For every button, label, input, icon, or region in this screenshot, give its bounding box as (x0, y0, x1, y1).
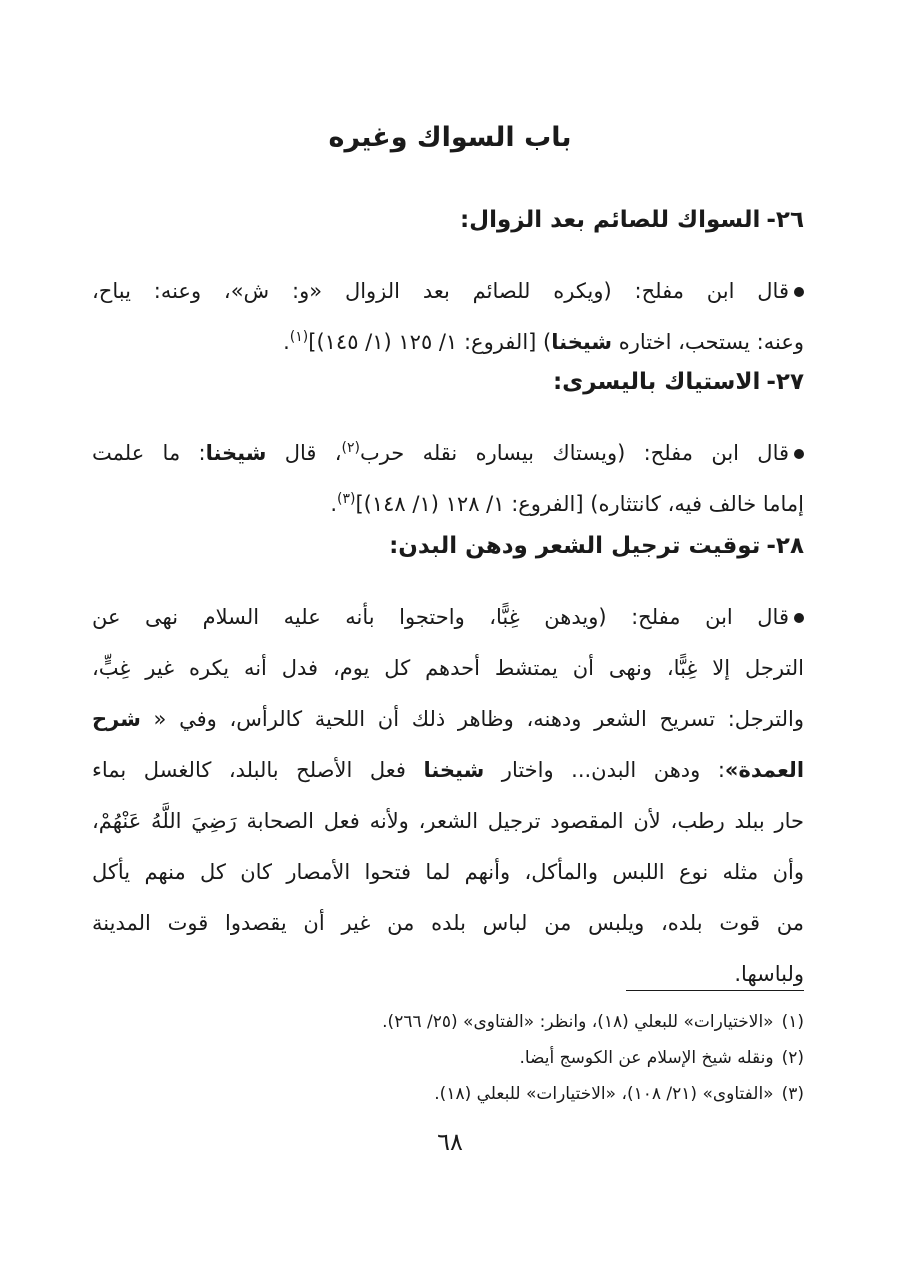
section-heading (92, 526, 804, 566)
footnote-divider (626, 990, 804, 991)
section-heading-text: السواك للصائم بعد الزوال: (459, 207, 761, 233)
footnote-item (92, 1076, 804, 1112)
paragraph-line: الترجل إلا غِبًّا، ونهى أن يمتشط أحدهم كل يوم، فدل أنه يكره غير غِبٍّ، (92, 656, 804, 680)
bullet-icon (794, 287, 804, 297)
paragraph-line: ولباسها. (734, 962, 804, 986)
paragraph-line: حار ببلد رطب، لأن المقصود ترجيل الشعر، ولأنه فعل الصحابة رَضِيَ اللَّهُ عَنْهُمْ، (92, 809, 804, 833)
footnote-number: (٣) (781, 1084, 804, 1104)
shaykh-emphasis: شيخنا (551, 330, 613, 354)
footnote-number: (١) (781, 1012, 804, 1032)
section-heading-text: توقيت ترجيل الشعر ودهن البدن: (389, 533, 761, 559)
footnote-text: «الاختيارات» للبعلي (١٨)، وانظر: «الفتاوى» (٢٥/ ٢٦٦). (382, 1012, 774, 1032)
paragraph-line: من قوت بلده، ويلبس من لباس بلده من غير أن يقصدوا قوت المدينة (92, 911, 804, 935)
section-26 (92, 200, 804, 368)
footnote-number: (٢) (781, 1048, 804, 1068)
section-27 (92, 362, 804, 530)
section-number: ٢٦- (766, 207, 804, 233)
footnote-ref: (٣) (337, 491, 356, 507)
bullet-icon (794, 449, 804, 459)
section-paragraph (92, 592, 804, 1000)
paragraph-line: وعنه: يستحب، اختاره شيخنا) [الفروع: ١/ ١٢٥ (١/ ١٤٥)]$^{(١)}$. (283, 329, 804, 354)
paragraph-line: إماما خالف فيه، كانتثاره) [الفروع: ١/ ١٢٨ (١/ ١٤٨)]$^{(٣)}$. (330, 491, 804, 516)
section-heading (92, 200, 804, 240)
paragraph-line: قال ابن مفلح: (ويستاك بيساره نقله حرب$^{(٢)}$، قال شيخنا: ما علمت (92, 428, 804, 479)
footnote-item (92, 1004, 804, 1040)
footnotes (92, 1004, 804, 1112)
chapter-title: باب السواك وغيره (328, 122, 572, 153)
section-heading (92, 362, 804, 402)
paragraph-line: العمدة»: ودهن البدن... واختار شيخنا فعل الأصلح بالبلد، كالغسل بماء (92, 758, 804, 782)
section-heading-text: الاستياك باليسرى: (552, 369, 761, 395)
section-paragraph (92, 266, 804, 368)
footnote-text: ونقله شيخ الإسلام عن الكوسج أيضا. (519, 1048, 774, 1068)
section-number: ٢٨- (766, 533, 804, 559)
shaykh-emphasis: شيخنا (423, 758, 485, 782)
section-paragraph (92, 428, 804, 530)
footnote-text: «الفتاوى» (٢١/ ١٠٨)، «الاختيارات» للبعلي (١٨). (434, 1084, 774, 1104)
paragraph-line: والترجل: تسريح الشعر ودهنه، وظاهر ذلك أن اللحية كالرأس، وفي « شرح (92, 707, 804, 731)
book-title-emphasis: العمدة» (724, 758, 804, 782)
footnote-item (92, 1040, 804, 1076)
section-number: ٢٧- (766, 369, 804, 395)
section-28 (92, 526, 804, 1000)
paragraph-line: وأن مثله نوع اللبس والمأكل، وأنهم لما فتحوا الأمصار كان كل منهم يأكل (92, 860, 804, 884)
footnote-ref: (١) (289, 329, 309, 345)
paragraph-line: قال ابن مفلح: (ويكره للصائم بعد الزوال «و: ش»، وعنه: يباح، (92, 266, 804, 317)
shaykh-emphasis: شيخنا (205, 441, 267, 465)
page-number: ٦٨ (437, 1128, 463, 1156)
paragraph-line: قال ابن مفلح: (ويدهن غِبًّا، واحتجوا بأنه عليه السلام نهى عن (92, 592, 804, 643)
footnote-ref: (٢) (341, 440, 360, 456)
book-title-emphasis: شرح (92, 707, 141, 731)
bullet-icon (794, 613, 804, 623)
